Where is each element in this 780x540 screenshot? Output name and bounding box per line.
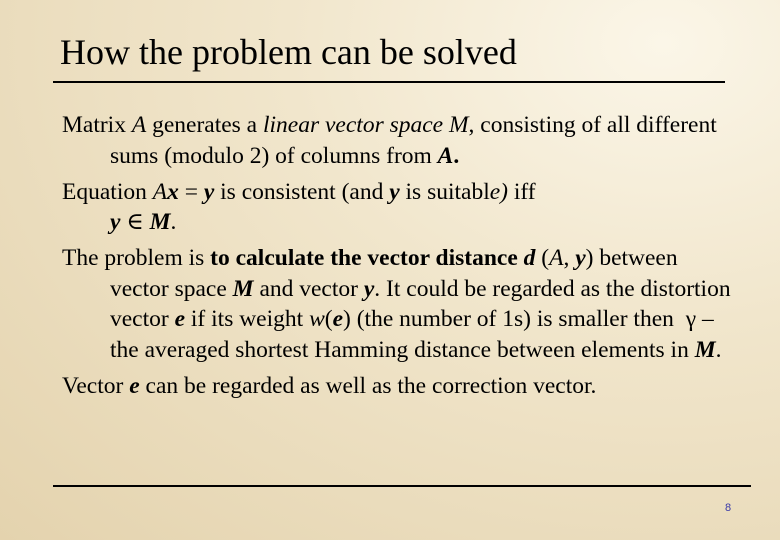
vector-y: y xyxy=(203,178,215,205)
text: is consistent (and xyxy=(214,178,390,205)
linear-vector-space-term: linear vector space xyxy=(262,112,444,138)
text: , xyxy=(563,245,576,271)
matrix-a: A xyxy=(131,112,147,138)
space-m: M xyxy=(149,209,171,235)
text: . xyxy=(453,142,460,169)
title-underline xyxy=(53,81,725,83)
element-of-symbol: ∈ xyxy=(120,209,150,235)
vector-y: y xyxy=(389,178,400,205)
text: Equation xyxy=(62,178,153,205)
equals-sign: = xyxy=(178,178,204,205)
footer-rule xyxy=(53,485,751,487)
space-m: M xyxy=(694,336,716,363)
text: can be regarded as well as the correction vector. xyxy=(139,372,597,399)
gamma-symbol: γ xyxy=(685,306,697,332)
text: if its weight xyxy=(185,306,310,332)
text: . xyxy=(170,209,177,235)
text: . xyxy=(715,336,722,363)
vector-e: e xyxy=(129,372,140,399)
text: ( xyxy=(535,245,550,271)
page-number: 8 xyxy=(725,502,732,514)
matrix-a: A xyxy=(437,142,454,169)
space-m: M xyxy=(448,112,469,138)
text: e) xyxy=(489,178,508,205)
matrix-a: A xyxy=(152,178,168,205)
vector-y: y xyxy=(575,245,586,271)
paragraph-equation xyxy=(62,177,742,238)
paragraph-correction xyxy=(62,371,742,402)
text: Vector xyxy=(62,372,130,399)
vector-x: x xyxy=(167,178,179,205)
space-m: M xyxy=(232,275,254,302)
distance-d: d xyxy=(523,245,536,271)
weight-w: w xyxy=(309,306,325,332)
emphasis-text: to calculate the vector distance xyxy=(210,245,518,271)
text: iff xyxy=(508,178,536,205)
text: ) (the number of 1s) is smaller then xyxy=(343,306,680,332)
slide-body xyxy=(62,110,742,407)
text: . It could be regarded as the distortion vector xyxy=(110,275,731,332)
text: is suitabl xyxy=(399,178,490,205)
text: ) between vector space xyxy=(110,245,678,302)
vector-y: y xyxy=(363,275,375,302)
vector-y: y xyxy=(110,209,121,235)
text: , consisting of all different sums (modulo 2) of columns from xyxy=(110,112,717,169)
text: generates a xyxy=(146,112,263,138)
text: The problem is xyxy=(62,245,211,271)
paragraph-problem xyxy=(62,243,742,365)
text: and vector xyxy=(253,275,364,302)
vector-e: e xyxy=(332,306,344,332)
text: Matrix xyxy=(62,112,132,138)
slide-title: How the problem can be solved xyxy=(60,32,517,72)
text: ( xyxy=(324,306,333,332)
matrix-a: A xyxy=(549,245,564,271)
text: – the averaged shortest Hamming distance between elements in xyxy=(110,306,714,363)
paragraph-linear-space xyxy=(62,110,742,171)
vector-e: e xyxy=(174,306,186,332)
